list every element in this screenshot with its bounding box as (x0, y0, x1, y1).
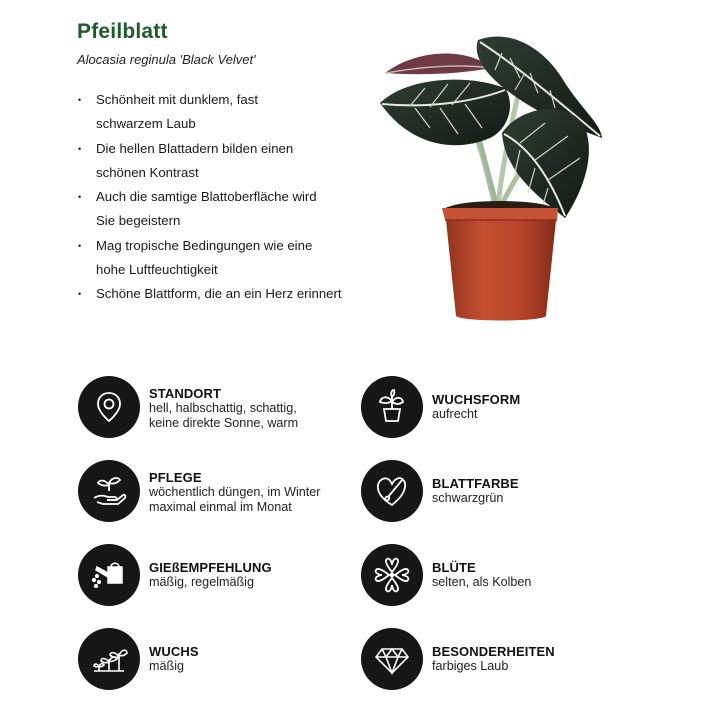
list-item (77, 258, 357, 282)
highlight-line: Die hellen Blattadern bilden einen (96, 140, 294, 156)
feature-title: WUCHS (149, 644, 199, 659)
seedlings-growth-icon (78, 628, 140, 690)
highlight-line: schönen Kontrast (96, 164, 199, 180)
highlight-line: Schöne Blattform, die an ein Herz erinnert (96, 286, 342, 302)
feature-wuchsform (361, 376, 661, 440)
list-item (77, 112, 357, 136)
feature-title: PFLEGE (149, 470, 202, 485)
list-item (77, 282, 357, 306)
flower-icon (361, 544, 423, 606)
feature-description: wöchentlich düngen, im Winter maximal einmal im Monat (149, 485, 321, 514)
bullet-glyph: • (78, 289, 82, 300)
feature-pflege (78, 460, 378, 524)
feature-title: BESONDERHEITEN (432, 644, 555, 659)
highlight-line: Schönheit mit dunklem, fast (96, 92, 258, 107)
feature-giessempfehlung (78, 544, 378, 608)
feature-description: schwarzgrün (432, 491, 504, 505)
list-item (77, 185, 357, 209)
bullet-glyph: • (78, 240, 82, 251)
diamond-icon (361, 628, 423, 690)
highlight-line: Mag tropische Bedingungen wie eine (96, 237, 313, 253)
location-pin-icon (78, 376, 140, 438)
feature-description: selten, als Kolben (432, 575, 532, 589)
hand-sprout-icon (78, 460, 140, 522)
bullet-glyph: • (78, 143, 82, 154)
list-item (77, 161, 357, 185)
highlight-line: Sie begeistern (96, 213, 181, 229)
highlights-list (77, 88, 357, 307)
list-item (77, 88, 357, 112)
leaf-brush-icon (361, 460, 423, 522)
bullet-glyph: • (78, 192, 82, 203)
list-item (77, 234, 357, 258)
bullet-glyph: • (78, 95, 82, 105)
feature-description: aufrecht (432, 407, 478, 421)
plant-image (370, 28, 615, 328)
potted-plant-icon (361, 376, 423, 438)
feature-wuchs (78, 628, 378, 692)
feature-description: hell, halbschattig, schattig, keine direkte Sonne, warm (149, 401, 299, 430)
feature-description: mäßig, regelmäßig (149, 575, 254, 589)
list-item (77, 137, 357, 161)
feature-title: BLÜTE (432, 560, 476, 575)
feature-title: BLATTFARBE (432, 476, 519, 491)
botanical-name: Alocasia reginula 'Black Velvet' (77, 52, 256, 67)
highlight-line: hohe Luftfeuchtigkeit (96, 262, 218, 278)
feature-blattfarbe (361, 460, 661, 524)
product-title: Pfeilblatt (77, 20, 168, 43)
feature-description: mäßig (149, 659, 184, 673)
feature-title: GIEßEMPFEHLUNG (149, 560, 272, 575)
feature-title: WUCHSFORM (432, 392, 521, 407)
feature-bluete (361, 544, 661, 608)
feature-title: STANDORT (149, 386, 222, 401)
feature-standort (78, 376, 378, 440)
list-item (77, 209, 357, 233)
feature-besonderheiten (361, 628, 661, 692)
highlight-line: schwarzem Laub (96, 116, 196, 132)
feature-description: farbiges Laub (432, 659, 509, 673)
highlight-line: Auch die samtige Blattoberfläche wird (96, 189, 317, 205)
watering-can-icon (78, 544, 140, 606)
